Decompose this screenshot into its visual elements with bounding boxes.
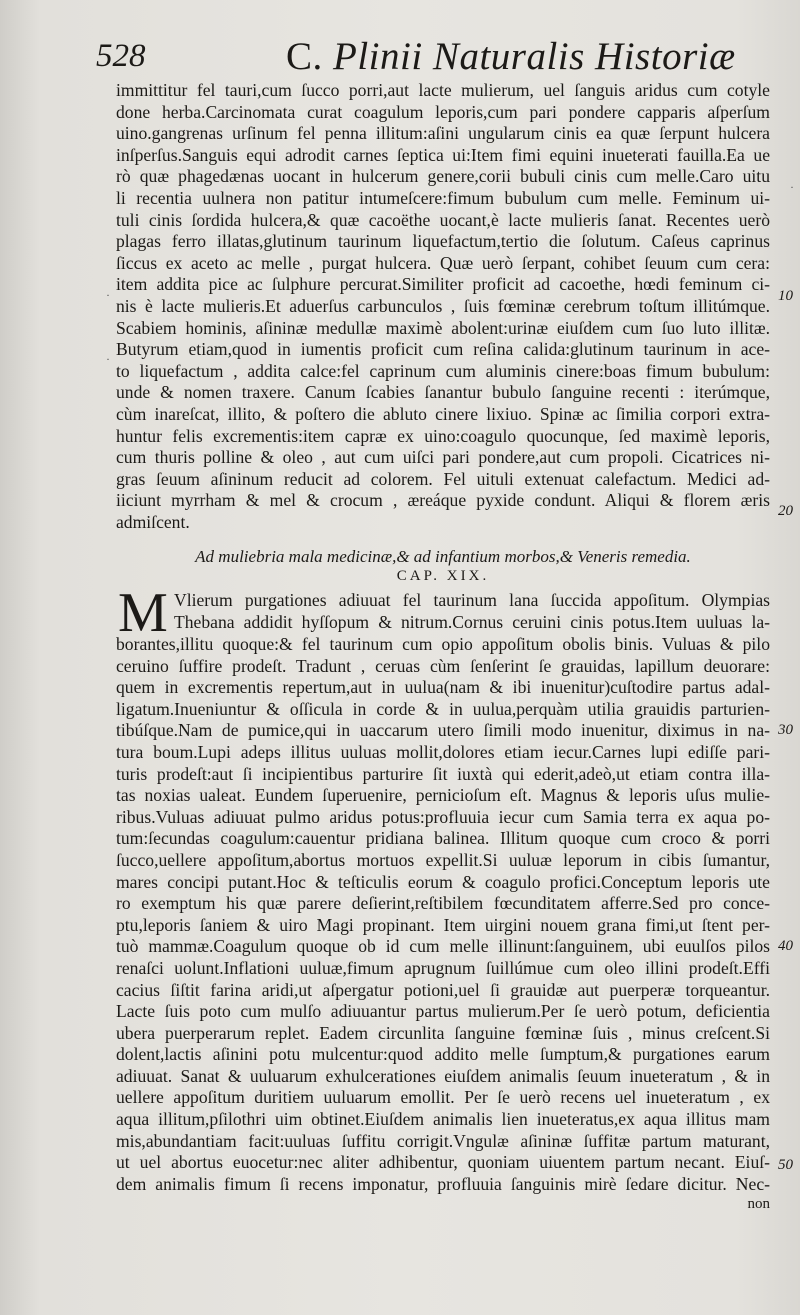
text-line: tibúſque.Nam de pumice,qui in uaccarum utero ſimili modo inuenitur, diximus in na- [116,720,770,741]
text-line: turis prodeſt:aut ſi incipientibus parturire ſit iuxtà qui ederit,adeò,ut etiam contra illa- [116,763,770,784]
margin-line-number: 30 [778,722,793,738]
text-line: iiciunt myrrham & mel & crocum , æreáque pyxide condunt. Aliqui & florem æris [116,490,770,511]
margin-line-number: 40 [778,938,793,954]
text-line: admiſcent. [116,511,190,532]
running-head-title: Plinii Naturalis Historiæ [333,35,736,78]
text-line: ſucco,uellere appoſitum,abortus mortuos expellit.Si uuluæ leporum in cibis ſumantur, [116,849,770,870]
margin-mark: · [790,180,794,194]
text-line: Butyrum etiam,quod in iumentis proficit cum reſina calida:glutinum taurinum in ace- [116,339,770,360]
text-line: dolent,lactis aſinini potu mulcentur:quod addito melle ſumptum,& purgationes earum [116,1044,770,1065]
text-line: cùm inareſcat, illito, & poſtero die abluto cinere lixiuo. Spinæ ac ſimilia corpori extra- [116,403,770,424]
text-line: huntur felis excrementis:item capræ ex uino:coagulo quocunque, ſed maximè leporis, [116,425,770,446]
text-line: cacius ſiſtit farina aridi,ut aſpergatur potioni,uel ſi grauidæ aut puerperæ torqueantur. [116,979,770,1000]
text-line: Thebana addidit hyſſopum & nitrum.Cornus ceruini cinis potus.Item uuluas la- [174,611,770,632]
page-number: 528 [96,38,146,74]
text-line: Scabiem hominis, aſininæ medullæ maximè abolent:urinæ eiuſdem cum ſuo luto illitæ. [116,317,770,338]
text-line: tuli cinis ſordida hulcera,& quæ cacoëthe uocant,è lacte mulieris ſanat. Recentes uerò [116,209,770,230]
drop-cap: M [118,582,168,644]
text-line: ceruino ſuffire prodeſt. Tradunt , ceruas cùm ſenſerint ſe grauidas, lapillum deuorare: [116,655,770,676]
margin-mark: · [106,288,110,302]
text-line: uellere appoſitum duritiem uuluarum emollit. Per ſe uerò recens uel inueteratum , ex [116,1087,770,1108]
chapter-heading: Ad muliebria mala medicinæ,& ad infantium morbos,& Veneris remedia. [195,547,691,566]
running-head-prefix: C. [286,35,323,78]
catchword: non [747,1196,770,1213]
text-line: ubera puerperarum replet. Eadem circunlita ſanguine fœminæ ſuis , minus creſcent.Si [116,1022,770,1043]
text-line: to liquefactum , addita calce:fel caprinum cum aluminis cinere:boas fimum bubulum: [116,360,770,381]
text-line: tuò mammæ.Coagulum quoque ob id cum melle illinunt:ſanguinem, ubi euulſos pilos [116,936,770,957]
margin-line-number: 10 [778,288,793,304]
text-line: gras ſeuum aſininum reducit ad colorem. Fel uituli extenuat calefactum. Medici ad- [116,468,770,489]
text-line: done herba.Carcinomata curat coagulum leporis,cum pari pondere capparis aſperſum [116,101,770,122]
text-line: ribus.Vuluas adiuuat pulmo aridus potus:profluuia iecur cum Samia terra ex aqua po- [116,806,770,827]
running-head [286,34,736,79]
text-line: aqua illitum,pſilothri uim obtinet.Eiuſdem animalis lien inueteratus,ex aqua illitus mam [116,1109,770,1130]
text-line: mis,abundantiam facit:uuluas ſuffitu corrigit.Vngulæ aſininæ ſuffitæ partum maturant, [116,1130,770,1151]
text-block-2-indented [116,590,770,633]
text-line: plagas ferro illatas,glutinum taurinum liquefactum,tertio die ſolutum. Caſeus caprinus [116,231,770,252]
text-line: tura boum.Lupi adeps illitus uuluas mollit,dolores etiam iecur.Carnes lupi ediſſe pari- [116,741,770,762]
text-line: ut uel abortus euocetur:nec aliter adhibentur, quoniam uiuentem partum necant. Eiuſ- [116,1152,770,1173]
margin-line-number: 50 [778,1157,793,1173]
text-line: borantes,illitu quoque:& fel taurinum cum opio appoſitum obolis binis. Vuluas & pilo [116,634,770,654]
text-line: dem animalis fimum ſi recens imponatur, profluuia ſanguinis mirè ſedare dicitur. Nec- [116,1173,770,1194]
text-line: immittitur fel tauri,cum ſucco porri,aut lacte mulierum, uel ſanguis aridus cum cotyle [116,80,770,100]
text-block-2 [116,634,770,1213]
text-block-1 [116,80,770,533]
text-line: Lacte ſuis poto cum mulſo adiuuantur partus mulierum.Per ſe uerò potum, deficientia [116,1001,770,1022]
text-line: Vlierum purgationes adiuuat fel taurinum lana ſuccida appoſitum. Olympias [174,590,770,610]
text-line: quem in excrementis repertum,aut in uulua(nam & ibi inuenitur)cuſtodire partus adal- [116,677,770,698]
text-line: tas noxias ualeat. Eundem ſuperuenire, pernicioſum eſt. Magnus & leporis uſus mulie- [116,785,770,806]
text-line: ptu,leporis ſaniem & uiro Magi propinant. Item uirgini nouem grana fimi,ut ſtent per- [116,914,770,935]
text-line: renaſci uolunt.Inflationi uuluæ,fimum aprugnum ſuillúmue cum oleo illini prodeſt.Effi [116,957,770,978]
text-line: rò quæ phagedænas uocant in hulcerum genere,corii bubuli cinis cum melle.Caro uitu [116,166,770,187]
text-line: unde & nomen traxere. Canum ſcabies ſanantur bubulo ſanguine recenti : iterúmque, [116,382,770,403]
text-line: item addita pice ac ſulphure percurat.Similiter proficit ad cacoethe, hœdi feminum ci- [116,274,770,295]
chapter-number: CAP. XIX. [396,568,490,584]
page-header [96,30,760,82]
text-line: ligatum.Inueniuntur & oſſicula in corde & in uulua,perquàm utilia grauidis parturien- [116,698,770,719]
text-line: cum thuris polline & oleo , aut cum uiſci pari pondere,aut cum propoli. Cicatrices ni- [116,447,770,468]
text-line: uino.gangrenas urſinum fel penna illitum:aſini ungularum cinis ea quæ ſerpunt hulcera [116,123,770,144]
margin-line-number: 20 [778,503,793,519]
text-line: ſiccus ex aceto ac melle , purgat hulcera. Quæ uerò ſerpant, cohibet ſeuum cum cera: [116,252,770,273]
text-line: tum:ſecundas coagulum:cauentur pridiana balinea. Illitum quoque cum croco & porri [116,828,770,849]
text-line: adiuuat. Sanat & uuluarum exhulcerationes eiuſdem animalis ſeuum inueteratum , & in [116,1065,770,1086]
margin-mark: · [106,352,110,366]
text-line: inſperſus.Sanguis equi adrodit carnes ſeptica ui:Item fimi equini inueterati fauilla.Ea ue [116,144,770,165]
text-line: mares concipi putant.Hoc & teſticulis eorum & coagulo profici.Conceptum leporis ute [116,871,770,892]
text-line: nis è lacte mulieris.Et aduerſus carbunculos , ſuis fœminæ cerebrum toſtum illitúmque. [116,295,770,316]
text-line: ro exemptum his quæ parere deſierint,reſtibilem fœcunditatem afferre.Sed pro conce- [116,893,770,914]
text-line: li recentia uulnera non patitur intumeſcere:fimum bubulum cum melle. Feminum ui- [116,187,770,208]
